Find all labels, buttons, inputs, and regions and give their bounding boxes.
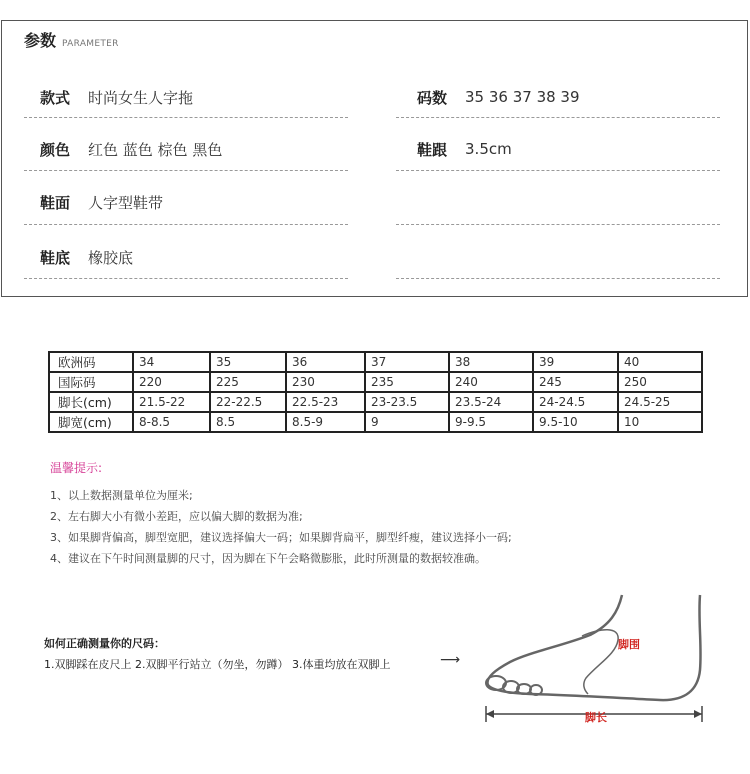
divider bbox=[396, 170, 720, 171]
row-label: 欧洲码 bbox=[49, 352, 133, 372]
girth-line bbox=[582, 630, 618, 694]
table-cell: 24.5-25 bbox=[618, 392, 702, 412]
divider bbox=[396, 224, 720, 225]
param-row-heel bbox=[417, 134, 512, 164]
row-label: 脚宽(cm) bbox=[49, 412, 133, 432]
param-value: 红色 蓝色 棕色 黑色 bbox=[88, 140, 223, 159]
table-cell: 10 bbox=[618, 412, 702, 432]
divider bbox=[24, 170, 348, 171]
table-cell: 22.5-23 bbox=[286, 392, 365, 412]
table-cell: 220 bbox=[133, 372, 210, 392]
table-cell: 9-9.5 bbox=[449, 412, 533, 432]
table-row bbox=[49, 392, 702, 412]
parameter-title: 参数 bbox=[24, 31, 57, 50]
param-key: 颜色 bbox=[40, 140, 71, 159]
table-cell: 9.5-10 bbox=[533, 412, 618, 432]
param-row-sizes bbox=[417, 82, 580, 112]
table-cell: 22-22.5 bbox=[210, 392, 286, 412]
param-value: 3.5cm bbox=[465, 140, 512, 158]
table-row bbox=[49, 372, 702, 392]
table-cell: 36 bbox=[286, 352, 365, 372]
tips-title: 温馨提示: bbox=[50, 461, 103, 475]
table-cell: 38 bbox=[449, 352, 533, 372]
table-cell: 23.5-24 bbox=[449, 392, 533, 412]
param-key: 鞋面 bbox=[40, 193, 71, 212]
parameter-heading bbox=[24, 28, 119, 51]
table-cell: 230 bbox=[286, 372, 365, 392]
table-cell: 35 bbox=[210, 352, 286, 372]
table-cell: 250 bbox=[618, 372, 702, 392]
arrow-left-icon bbox=[486, 710, 494, 718]
param-value: 时尚女生人字拖 bbox=[88, 88, 194, 107]
row-label: 脚长(cm) bbox=[49, 392, 133, 412]
table-cell: 34 bbox=[133, 352, 210, 372]
arrow-right-icon bbox=[694, 710, 702, 718]
param-row-style bbox=[40, 82, 193, 112]
divider bbox=[24, 224, 348, 225]
girth-label: 脚围 bbox=[618, 638, 640, 651]
param-value: 人字型鞋带 bbox=[88, 193, 164, 212]
size-chart-table bbox=[48, 351, 703, 433]
param-row-color bbox=[40, 134, 222, 164]
param-key: 鞋底 bbox=[40, 248, 71, 267]
table-cell: 40 bbox=[618, 352, 702, 372]
measure-steps: 1.双脚踩在皮尺上 2.双脚平行站立（勿坐，勿蹲） 3.体重均放在双脚上 bbox=[44, 658, 391, 671]
param-key: 码数 bbox=[417, 88, 448, 107]
table-row bbox=[49, 352, 702, 372]
arrow-right-icon: ⟶ bbox=[440, 652, 461, 668]
length-label: 脚长 bbox=[585, 711, 607, 724]
param-row-upper bbox=[40, 187, 163, 217]
table-cell: 37 bbox=[365, 352, 449, 372]
param-key: 鞋跟 bbox=[417, 140, 448, 159]
measure-title: 如何正确测量你的尺码： bbox=[44, 637, 165, 650]
table-cell: 9 bbox=[365, 412, 449, 432]
table-row bbox=[49, 412, 702, 432]
tip-item: 3、如果脚背偏高，脚型宽肥，建议选择偏大一码；如果脚背扁平，脚型纤瘦，建议选择小一码; bbox=[50, 531, 512, 544]
table-cell: 24-24.5 bbox=[533, 392, 618, 412]
table-cell: 8.5 bbox=[210, 412, 286, 432]
divider bbox=[24, 278, 348, 279]
param-value: 35 36 37 38 39 bbox=[465, 88, 580, 106]
divider bbox=[24, 117, 348, 118]
tip-item: 2、左右脚大小有微小差距，应以偏大脚的数据为准; bbox=[50, 510, 303, 523]
table-cell: 39 bbox=[533, 352, 618, 372]
table-cell: 21.5-22 bbox=[133, 392, 210, 412]
param-value: 橡胶底 bbox=[88, 248, 134, 267]
parameter-subtitle: PARAMETER bbox=[62, 39, 119, 49]
param-row-sole bbox=[40, 242, 133, 272]
table-cell: 8-8.5 bbox=[133, 412, 210, 432]
table-cell: 240 bbox=[449, 372, 533, 392]
tip-item: 4、建议在下午时间测量脚的尺寸，因为脚在下午会略微膨胀，此时所测量的数据较准确。 bbox=[50, 552, 486, 565]
divider bbox=[396, 278, 720, 279]
tip-item: 1、以上数据测量单位为厘米; bbox=[50, 489, 193, 502]
table-cell: 8.5-9 bbox=[286, 412, 365, 432]
divider bbox=[396, 117, 720, 118]
row-label: 国际码 bbox=[49, 372, 133, 392]
table-cell: 235 bbox=[365, 372, 449, 392]
table-cell: 225 bbox=[210, 372, 286, 392]
table-cell: 23-23.5 bbox=[365, 392, 449, 412]
table-cell: 245 bbox=[533, 372, 618, 392]
param-key: 款式 bbox=[40, 88, 71, 107]
